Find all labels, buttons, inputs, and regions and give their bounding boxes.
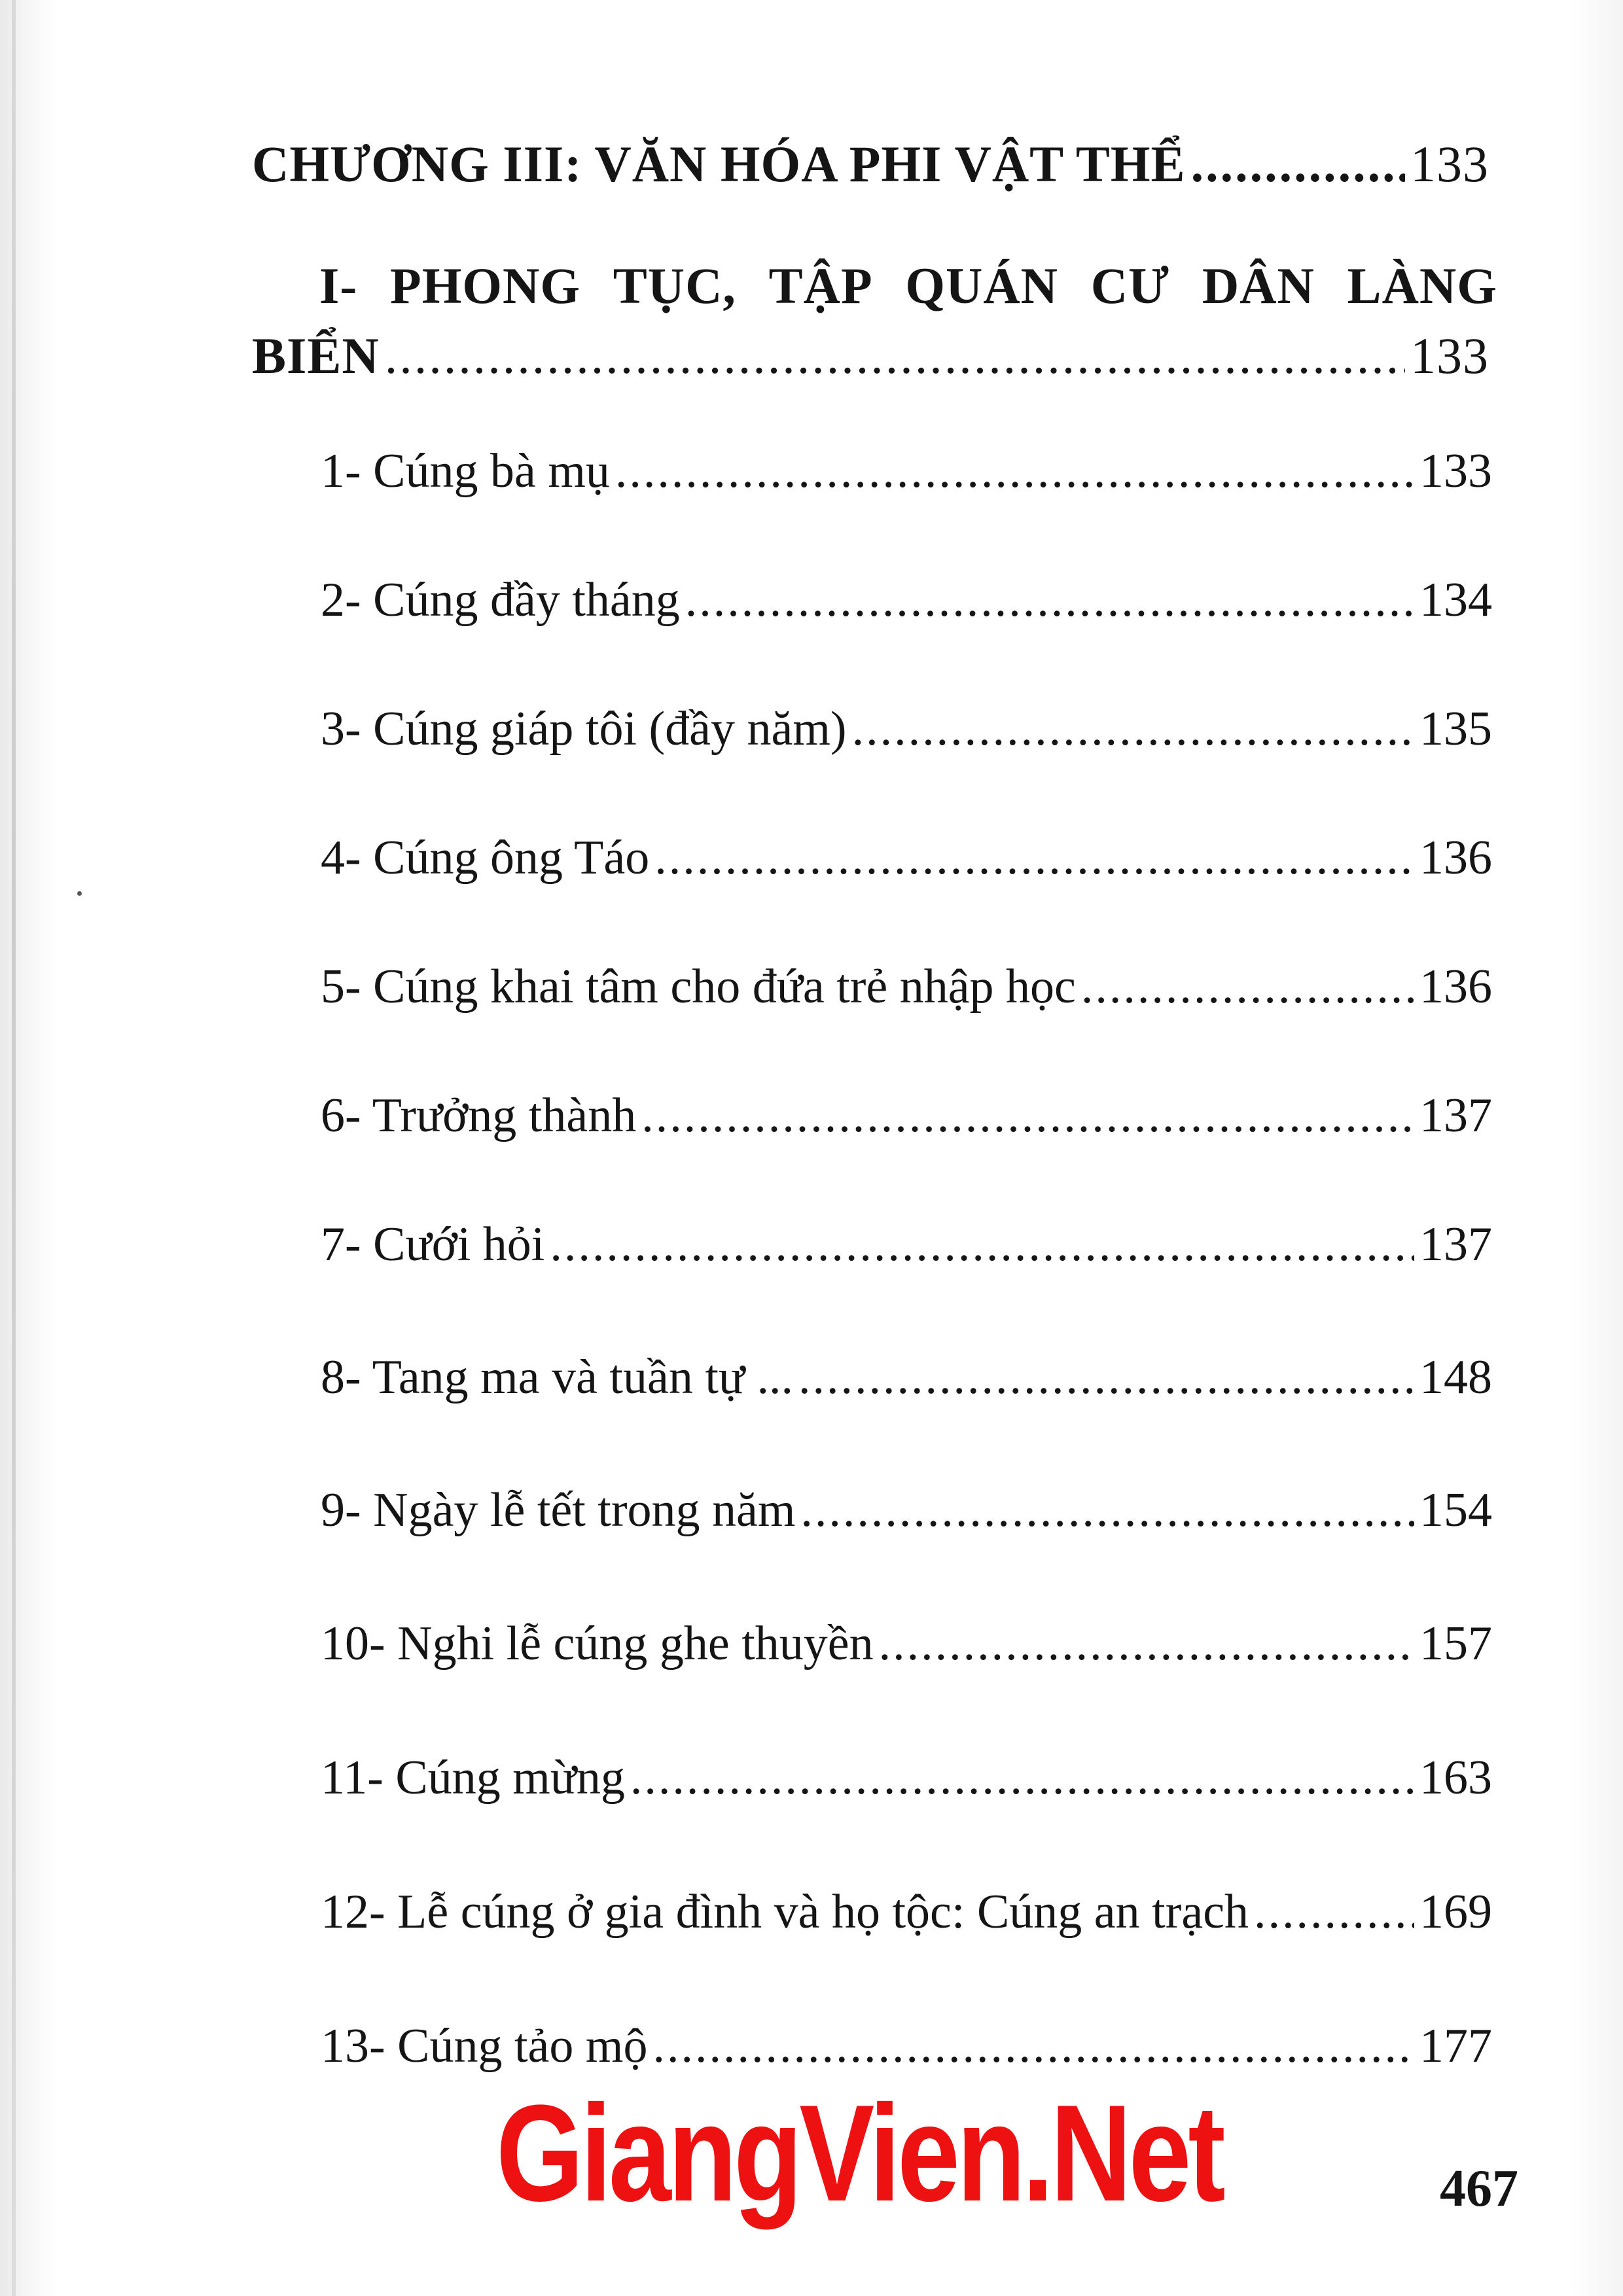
- dot-leader: [550, 1220, 1414, 1269]
- section-word: TỤC,: [613, 257, 736, 314]
- toc-item-page-number: 136: [1419, 960, 1492, 1014]
- dot-leader: [654, 834, 1414, 882]
- toc-item: [321, 573, 1492, 627]
- toc-item-page-number: 154: [1419, 1483, 1492, 1537]
- toc-item-label: 7- Cưới hỏi: [321, 1218, 545, 1271]
- toc-item-label: 11- Cúng mừng: [321, 1751, 625, 1805]
- dot-leader: [1081, 963, 1414, 1011]
- toc-chapter-entry: [252, 135, 1489, 192]
- scan-speck: [77, 891, 82, 896]
- dot-leader: [879, 1619, 1414, 1668]
- toc-item-label: 13- Cúng tảo mộ: [321, 2019, 648, 2073]
- page-number: 467: [1440, 2160, 1518, 2217]
- toc-item-label: 12- Lễ cúng ở gia đình và họ tộc: Cúng an trạch: [321, 1885, 1249, 1939]
- dot-leader: [1254, 1888, 1414, 1936]
- toc-item-label: 9- Ngày lễ tết trong năm: [321, 1483, 796, 1537]
- toc-item-page-number: 135: [1419, 702, 1492, 756]
- toc-item: [321, 2019, 1492, 2073]
- section-word: PHONG: [390, 257, 581, 314]
- section-title-continuation: BIỂN: [252, 327, 380, 384]
- section-word: TẬP: [768, 257, 873, 314]
- dot-leader: [800, 1486, 1414, 1534]
- toc-item: [321, 444, 1492, 498]
- toc-item: [321, 1220, 1492, 1269]
- toc-item: [321, 1619, 1492, 1668]
- toc-item-label: 6- Trưởng thành: [321, 1089, 637, 1142]
- dot-leader: [652, 2022, 1414, 2070]
- toc-item: [321, 960, 1492, 1014]
- toc-item-label: 3- Cúng giáp tôi (đầy năm): [321, 702, 847, 756]
- toc-item-page-number: 157: [1419, 1617, 1492, 1670]
- section-word: CƯ: [1090, 257, 1170, 314]
- toc-item-page-number: 163: [1419, 1751, 1492, 1805]
- dot-leader: [630, 1754, 1414, 1802]
- toc-item: [321, 1353, 1492, 1402]
- section-page-number: 133: [1410, 327, 1489, 384]
- section-word: DÂN: [1202, 257, 1315, 314]
- toc-item-page-number: 134: [1419, 573, 1492, 627]
- dot-leader: [385, 330, 1405, 381]
- toc-item-label: 5- Cúng khai tâm cho đứa trẻ nhập học: [321, 960, 1076, 1014]
- toc-item-page-number: 177: [1419, 2019, 1492, 2073]
- chapter-page-number: 133: [1410, 135, 1489, 192]
- toc-item-label: 8- Tang ma và tuần tự ...: [321, 1351, 794, 1404]
- toc-item-page-number: 169: [1419, 1885, 1492, 1939]
- toc-item-page-number: 133: [1419, 444, 1492, 498]
- toc-item-label: 2- Cúng đầy tháng: [321, 573, 680, 627]
- dot-leader: [641, 1091, 1414, 1140]
- toc-item: [321, 1483, 1492, 1537]
- toc-item-label: 1- Cúng bà mụ: [321, 444, 610, 498]
- section-word: QUÁN: [905, 257, 1059, 314]
- toc-item-page-number: 137: [1419, 1218, 1492, 1271]
- section-word: LÀNG: [1347, 257, 1497, 314]
- toc-section-entry: [252, 327, 1489, 384]
- dot-leader: [1191, 139, 1405, 190]
- dot-leader: [852, 705, 1414, 753]
- binding-edge: [12, 0, 16, 2296]
- toc-item-page-number: 148: [1419, 1351, 1492, 1404]
- toc-item: [321, 1885, 1492, 1939]
- dot-leader: [798, 1353, 1414, 1402]
- toc-item-page-number: 136: [1419, 831, 1492, 885]
- toc-item-label: 4- Cúng ông Táo: [321, 831, 650, 885]
- toc-item: [321, 1751, 1492, 1805]
- dot-leader: [685, 576, 1414, 624]
- toc-item-page-number: 137: [1419, 1089, 1492, 1142]
- toc-item-label: 10- Nghi lễ cúng ghe thuyền: [321, 1617, 874, 1670]
- toc-item: [321, 702, 1492, 756]
- dot-leader: [615, 447, 1414, 495]
- watermark-text: GiangVien.Net: [496, 2076, 1222, 2230]
- toc-item: [321, 1091, 1492, 1140]
- chapter-title: CHƯƠNG III: VĂN HÓA PHI VẬT THỂ: [252, 135, 1186, 192]
- section-word: I-: [319, 257, 358, 314]
- section-heading: [319, 256, 1497, 315]
- toc-item: [321, 831, 1492, 885]
